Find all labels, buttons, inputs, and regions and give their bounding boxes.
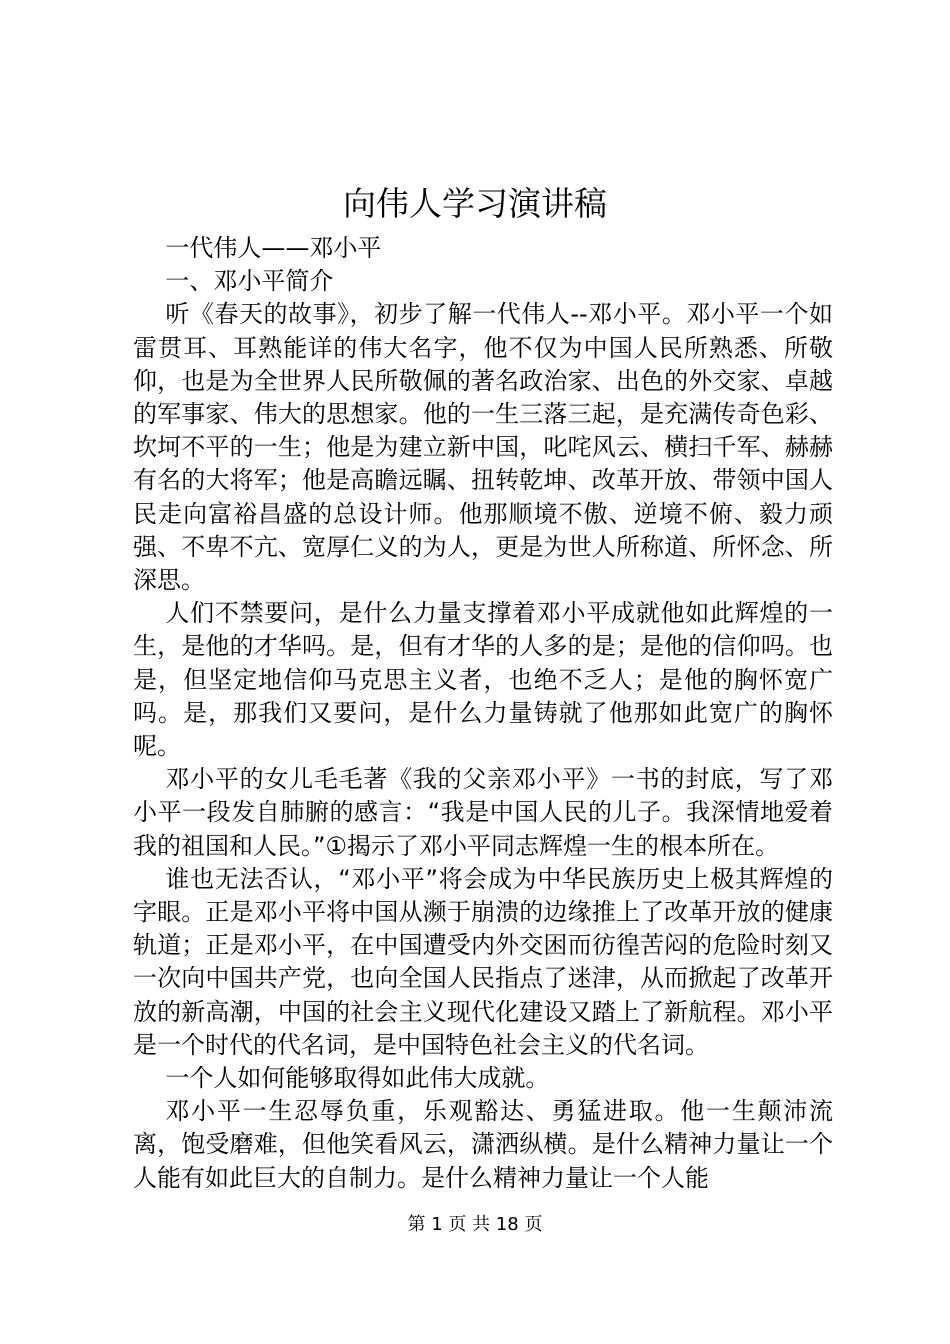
page-footer: 第 1 页 共 18 页 bbox=[407, 1214, 543, 1235]
paragraph: 人们不禁要问，是什么力量支撑着邓小平成就他如此辉煌的一生，是他的才华吗。是，但有才华的人多的是；是他的信仰吗。也是，但坚定地信仰马克思主义者，也绝不乏人；是他的胸怀宽广吗。是，那我们又要问，是什么力量铸就了他那如此宽广的胸怀呢。 bbox=[133, 599, 833, 761]
paragraph: 邓小平的女儿毛毛著《我的父亲邓小平》一书的封底，写了邓小平一段发自肺腑的感言：“我是中国人民的儿子。我深情地爱着我的祖国和人民。”①揭示了邓小平同志辉煌一生的根本所在。 bbox=[133, 765, 833, 860]
paragraph: 谁也无法否认，“邓小平”将会成为中华民族历史上极其辉煌的字眼。正是邓小平将中国从濒于崩溃的边缘推上了改革开放的健康轨道；正是邓小平，在中国遭受内外交困而彷徨苦闷的危险时刻又一次向中国共产党，也向全国人民指点了迷津，从而掀起了改革开放的新高潮，中国的社会主义现代化建设又踏上了新航程。邓小平是一个时代的代名词，是中国特色社会主义的代名词。 bbox=[133, 864, 833, 1059]
paragraph: 一个人如何能够取得如此伟大成就。 bbox=[165, 1064, 550, 1093]
subtitle: 一代伟人——邓小平 bbox=[165, 234, 382, 262]
document-title: 向伟人学习演讲稿 bbox=[343, 184, 607, 223]
section-heading: 一、邓小平简介 bbox=[165, 267, 334, 296]
document-body bbox=[133, 232, 833, 1195]
paragraph: 听《春天的故事》，初步了解一代伟人--邓小平。邓小平一个如雷贯耳、耳熟能详的伟大名字，他不仅为中国人民所熟悉、所敬仰，也是为全世界人民所敬佩的著名政治家、出色的外交家、卓越的军事家、伟大的思想家。他的一生三落三起，是充满传奇色彩、坎坷不平的一生；他是为建立新中国，叱咤风云、横扫千军、赫赫有名的大将军；他是高瞻远瞩、扭转乾坤、改革开放、带领中国人民走向富裕昌盛的总设计师。他那顺境不傲、逆境不俯、毅力顽强、不卑不亢、宽厚仁义的为人，更是为世人所称道、所怀念、所深思。 bbox=[133, 300, 833, 595]
paragraph: 邓小平一生忍辱负重，乐观豁达、勇猛进取。他一生颠沛流离，饱受磨难，但他笑看风云，潇洒纵横。是什么精神力量让一个人能有如此巨大的自制力。是什么精神力量让一个人能 bbox=[133, 1097, 833, 1192]
